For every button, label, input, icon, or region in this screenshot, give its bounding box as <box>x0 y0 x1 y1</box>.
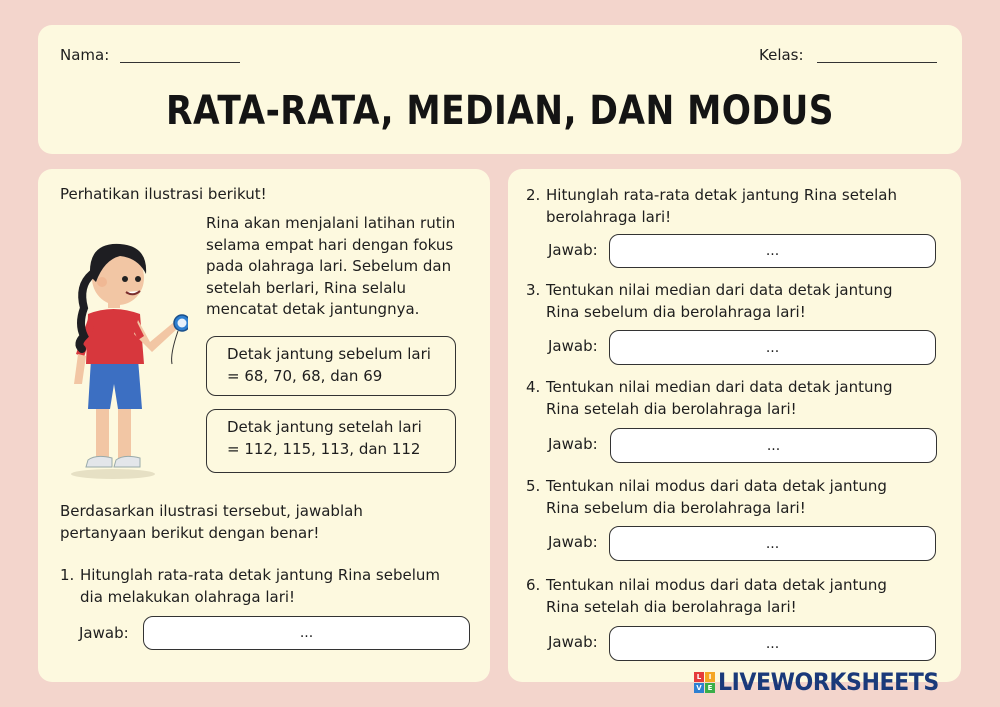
liveworksheets-logo[interactable] <box>694 668 958 696</box>
answer-input-6[interactable]: ... <box>609 626 936 661</box>
after-run-data-box: Detak jantung setelah lari = 112, 115, 113, dan 112 <box>206 409 456 473</box>
answer-label-4: Jawab: <box>548 435 598 453</box>
question-6: 6. Tentukan nilai modus dari data detak jantung Rina setelah dia berolahraga lari! <box>526 576 887 616</box>
answer-input-2[interactable]: ... <box>609 234 936 268</box>
answer-label-3: Jawab: <box>548 337 598 355</box>
answer-input-3[interactable]: ... <box>609 330 936 365</box>
answer-label-5: Jawab: <box>548 533 598 551</box>
name-field[interactable] <box>120 62 240 63</box>
girl-runner-illustration <box>58 224 188 484</box>
question-5: 5. Tentukan nilai modus dari data detak jantung Rina sebelum dia berolahraga lari! <box>526 477 887 517</box>
class-field[interactable] <box>817 62 937 63</box>
header-card <box>38 25 962 154</box>
answer-label-6: Jawab: <box>548 633 598 651</box>
question-1: 1. Hitunglah rata-rata detak jantung Rina sebelum dia melakukan olahraga lari! <box>60 566 441 606</box>
intro-text: Perhatikan ilustrasi berikut! <box>60 185 267 203</box>
right-panel <box>508 169 961 682</box>
page-title: RATA-RATA, MEDIAN, DAN MODUS <box>166 88 834 134</box>
instruction-text: Berdasarkan ilustrasi tersebut, jawablah pertanyaan berikut dengan benar! <box>60 502 363 542</box>
answer-label-2: Jawab: <box>548 241 598 259</box>
question-3: 3. Tentukan nilai median dari data detak jantung Rina sebelum dia berolahraga lari! <box>526 281 893 321</box>
answer-input-1[interactable]: ... <box>143 616 470 650</box>
answer-input-5[interactable]: ... <box>609 526 936 561</box>
liveworksheets-logo-text: LIVEWORKSHEETS <box>718 668 939 696</box>
question-4: 4. Tentukan nilai median dari data detak jantung Rina setelah dia berolahraga lari! <box>526 378 893 418</box>
question-2: 2. Hitunglah rata-rata detak jantung Rina setelah berolahraga lari! <box>526 186 897 226</box>
class-label: Kelas: <box>759 46 804 64</box>
liveworksheets-logo-icon: L I V E <box>694 672 715 693</box>
answer-label-1: Jawab: <box>79 624 129 642</box>
answer-input-4[interactable]: ... <box>610 428 937 463</box>
left-panel <box>38 169 490 682</box>
story-text: Rina akan menjalani latihan rutin selama empat hari dengan fokus pada olahraga lari. Sebelum dan setelah berlari, Rina selalu mencatat detak jantungnya. <box>206 214 456 318</box>
before-run-data-box: Detak jantung sebelum lari = 68, 70, 68, dan 69 <box>206 336 456 396</box>
name-label: Nama: <box>60 46 110 64</box>
